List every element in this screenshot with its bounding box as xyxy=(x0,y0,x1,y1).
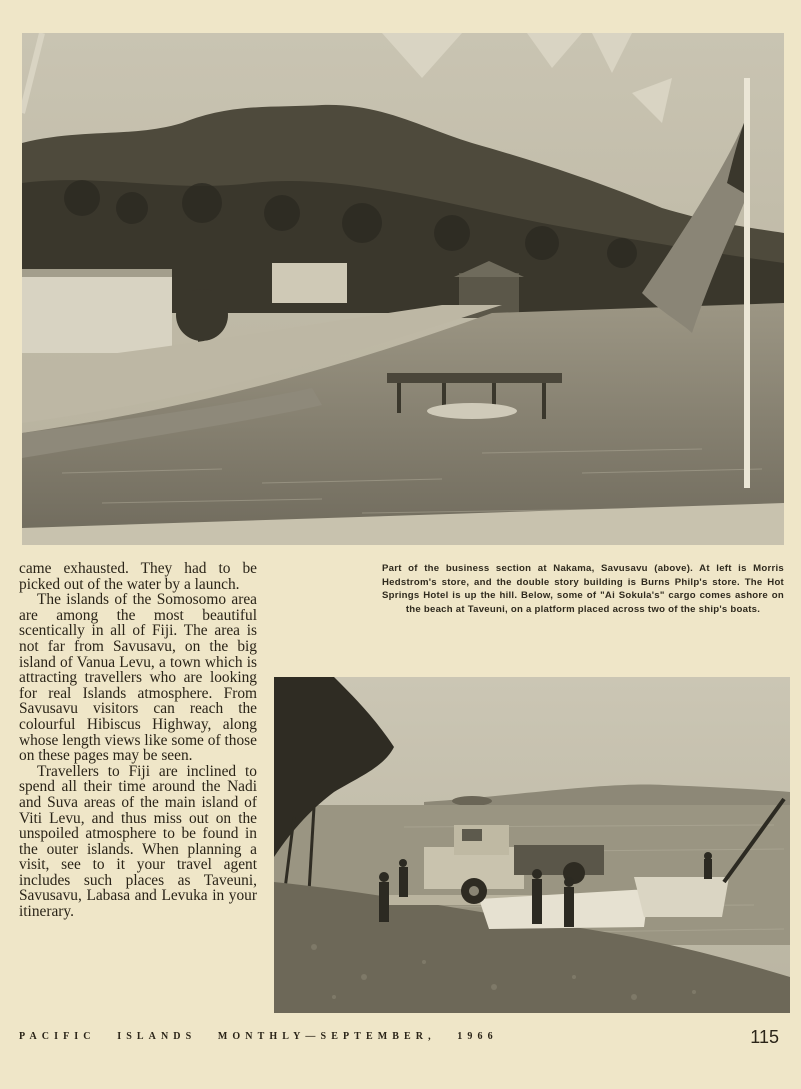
photo-nakama-savusavu xyxy=(22,33,784,545)
body-paragraph: The islands of the Somosomo area are among the most beautiful scentically in all of Fiji. The area is not far from Savusavu, on the big island of Vanua Levu, a town which is attracting travellers who are looking for real Islands atmosphere. From Savusavu visitors can reach the colourful Hibiscus Highway, along whose length views like some of those on these pages may be seen. xyxy=(19,591,257,765)
photo-taveuni-cargo xyxy=(274,677,790,1013)
beach-cargo-photo xyxy=(274,677,790,1013)
page-number: 115 xyxy=(750,1027,779,1047)
body-paragraph: came exhausted. They had to be picked out of the water by a launch. xyxy=(19,560,257,593)
magazine-name-and-issue: PACIFIC ISLANDS MONTHLY—SEPTEMBER, 1966 xyxy=(19,1031,498,1042)
photo-caption: Part of the business section at Nakama, Savusavu (above). At left is Morris Hedstrom's store, and the double story building is Burns Philp's store. The Hot Springs Hotel is up the hill. Below, some of "Ai Sokula's" cargo comes ashore on the beach at Taveuni, on a platform placed across two of the ship's boats. xyxy=(382,563,784,615)
body-paragraph: Travellers to Fiji are inclined to spend all their time around the Nadi and Suva areas of the main island of Viti Levu, and thus miss out on the unspoiled atmosphere to be found in the outer islands. When planning a visit, see to it your travel agent includes such places as Taveuni, Savusavu, Labasa and Levuka in your itinerary. xyxy=(19,762,257,921)
article-body xyxy=(19,561,257,920)
harbour-town-photo xyxy=(22,33,784,545)
page-footer xyxy=(19,1029,781,1049)
